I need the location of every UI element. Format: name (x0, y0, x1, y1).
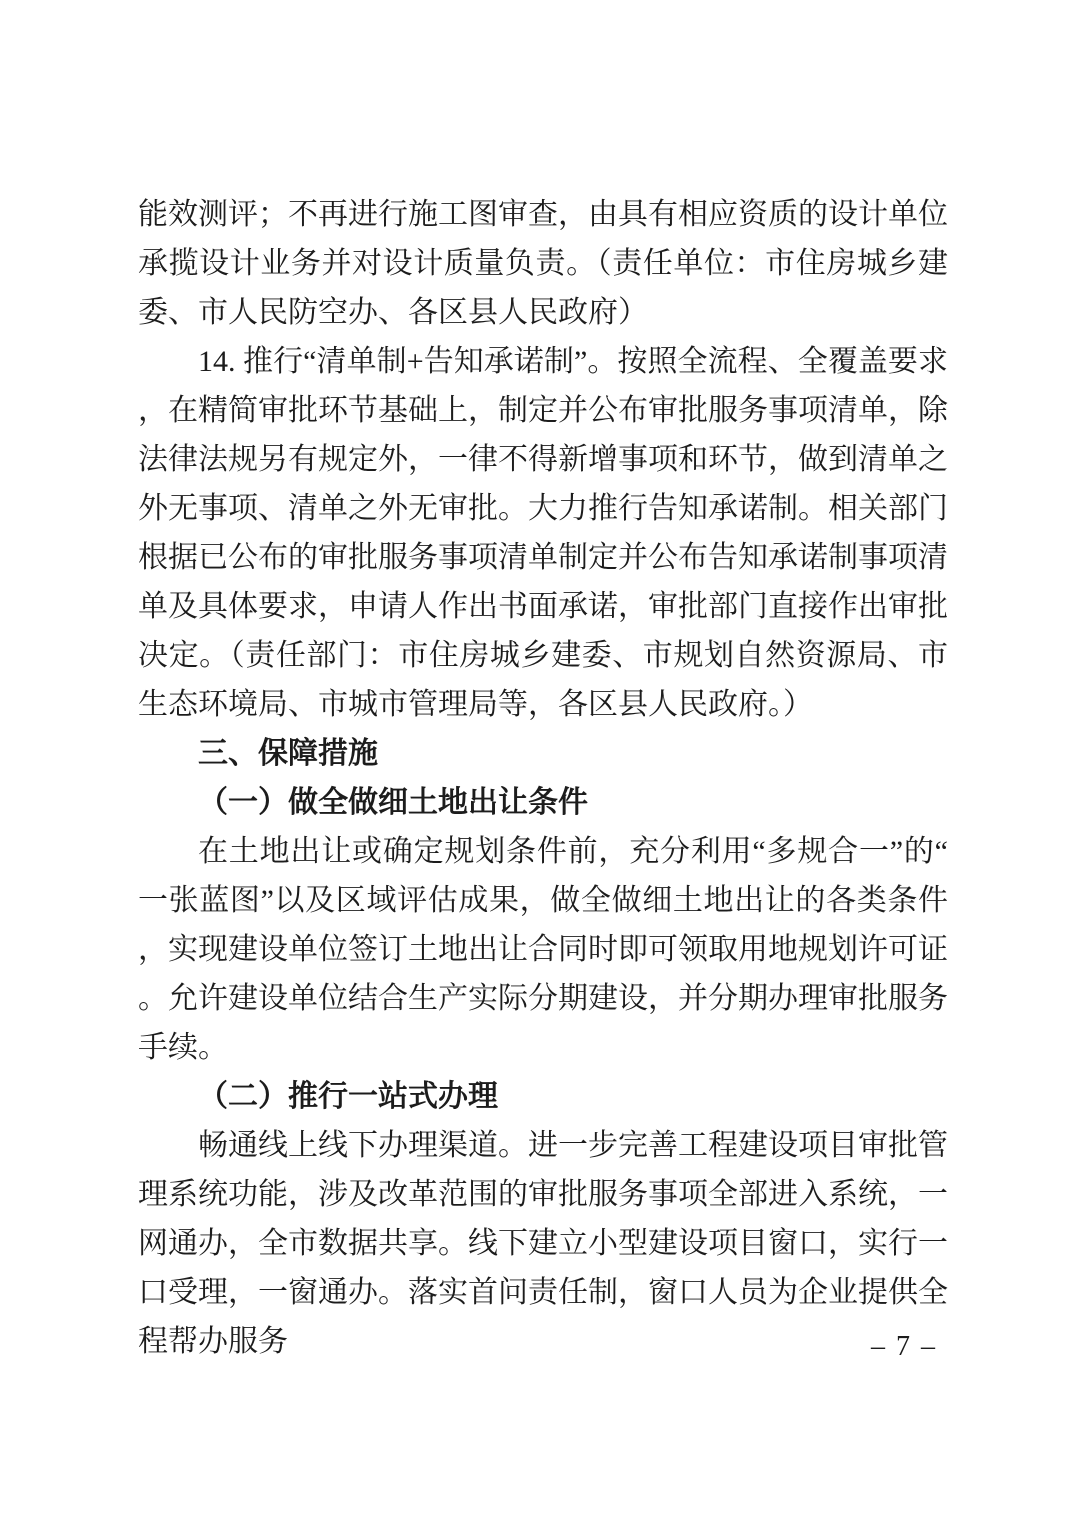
subsection-heading-2: （二）推行一站式办理 (198, 1080, 498, 1113)
paragraph-continuation: 能效测评；不再进行施工图审查，由具有相应资质的设计单位承揽设计业务并对设计质量负责。（责任单位：市住房城乡建委、市人民防空办、各区县人民政府） (138, 198, 948, 329)
paragraph-land-transfer: 在土地出让或确定规划条件前，充分利用“多规合一”的“一张蓝图”以及区域评估成果，做全做细土地出让的各类条件，实现建设单位签订土地出让合同时即可领取用地规划许可证。允许建设单位结合生产实际分期建设，并分期办理审批服务手续。 (138, 835, 948, 1064)
section-heading-3: 三、保障措施 (198, 737, 378, 770)
paragraph-item-14: 14. 推行“清单制+告知承诺制”。按照全流程、全覆盖要求，在精简审批环节基础上，制定并公布审批服务事项清单，除法律法规另有规定外，一律不得新增事项和环节，做到清单之外无事项、清单之外无审批。大力推行告知承诺制。相关部门根据已公布的审批服务事项清单制定并公布告知承诺制事项清单及具体要求，申请人作出书面承诺，审批部门直接作出审批决定。（责任部门：市住房城乡建委、市规划自然资源局、市生态环境局、市城市管理局等，各区县人民政府。） (138, 345, 948, 721)
document-body (138, 190, 948, 1366)
paragraph-one-stop: 畅通线上线下办理渠道。进一步完善工程建设项目审批管理系统功能，涉及改革范围的审批服务事项全部进入系统，一网通办，全市数据共享。线下建立小型建设项目窗口，实行一口受理，一窗通办。落实首问责任制，窗口人员为企业提供全程帮办服务 (138, 1129, 948, 1358)
page-number: – 7 – (871, 1331, 937, 1362)
subsection-heading-1: （一）做全做细土地出让条件 (198, 786, 588, 819)
